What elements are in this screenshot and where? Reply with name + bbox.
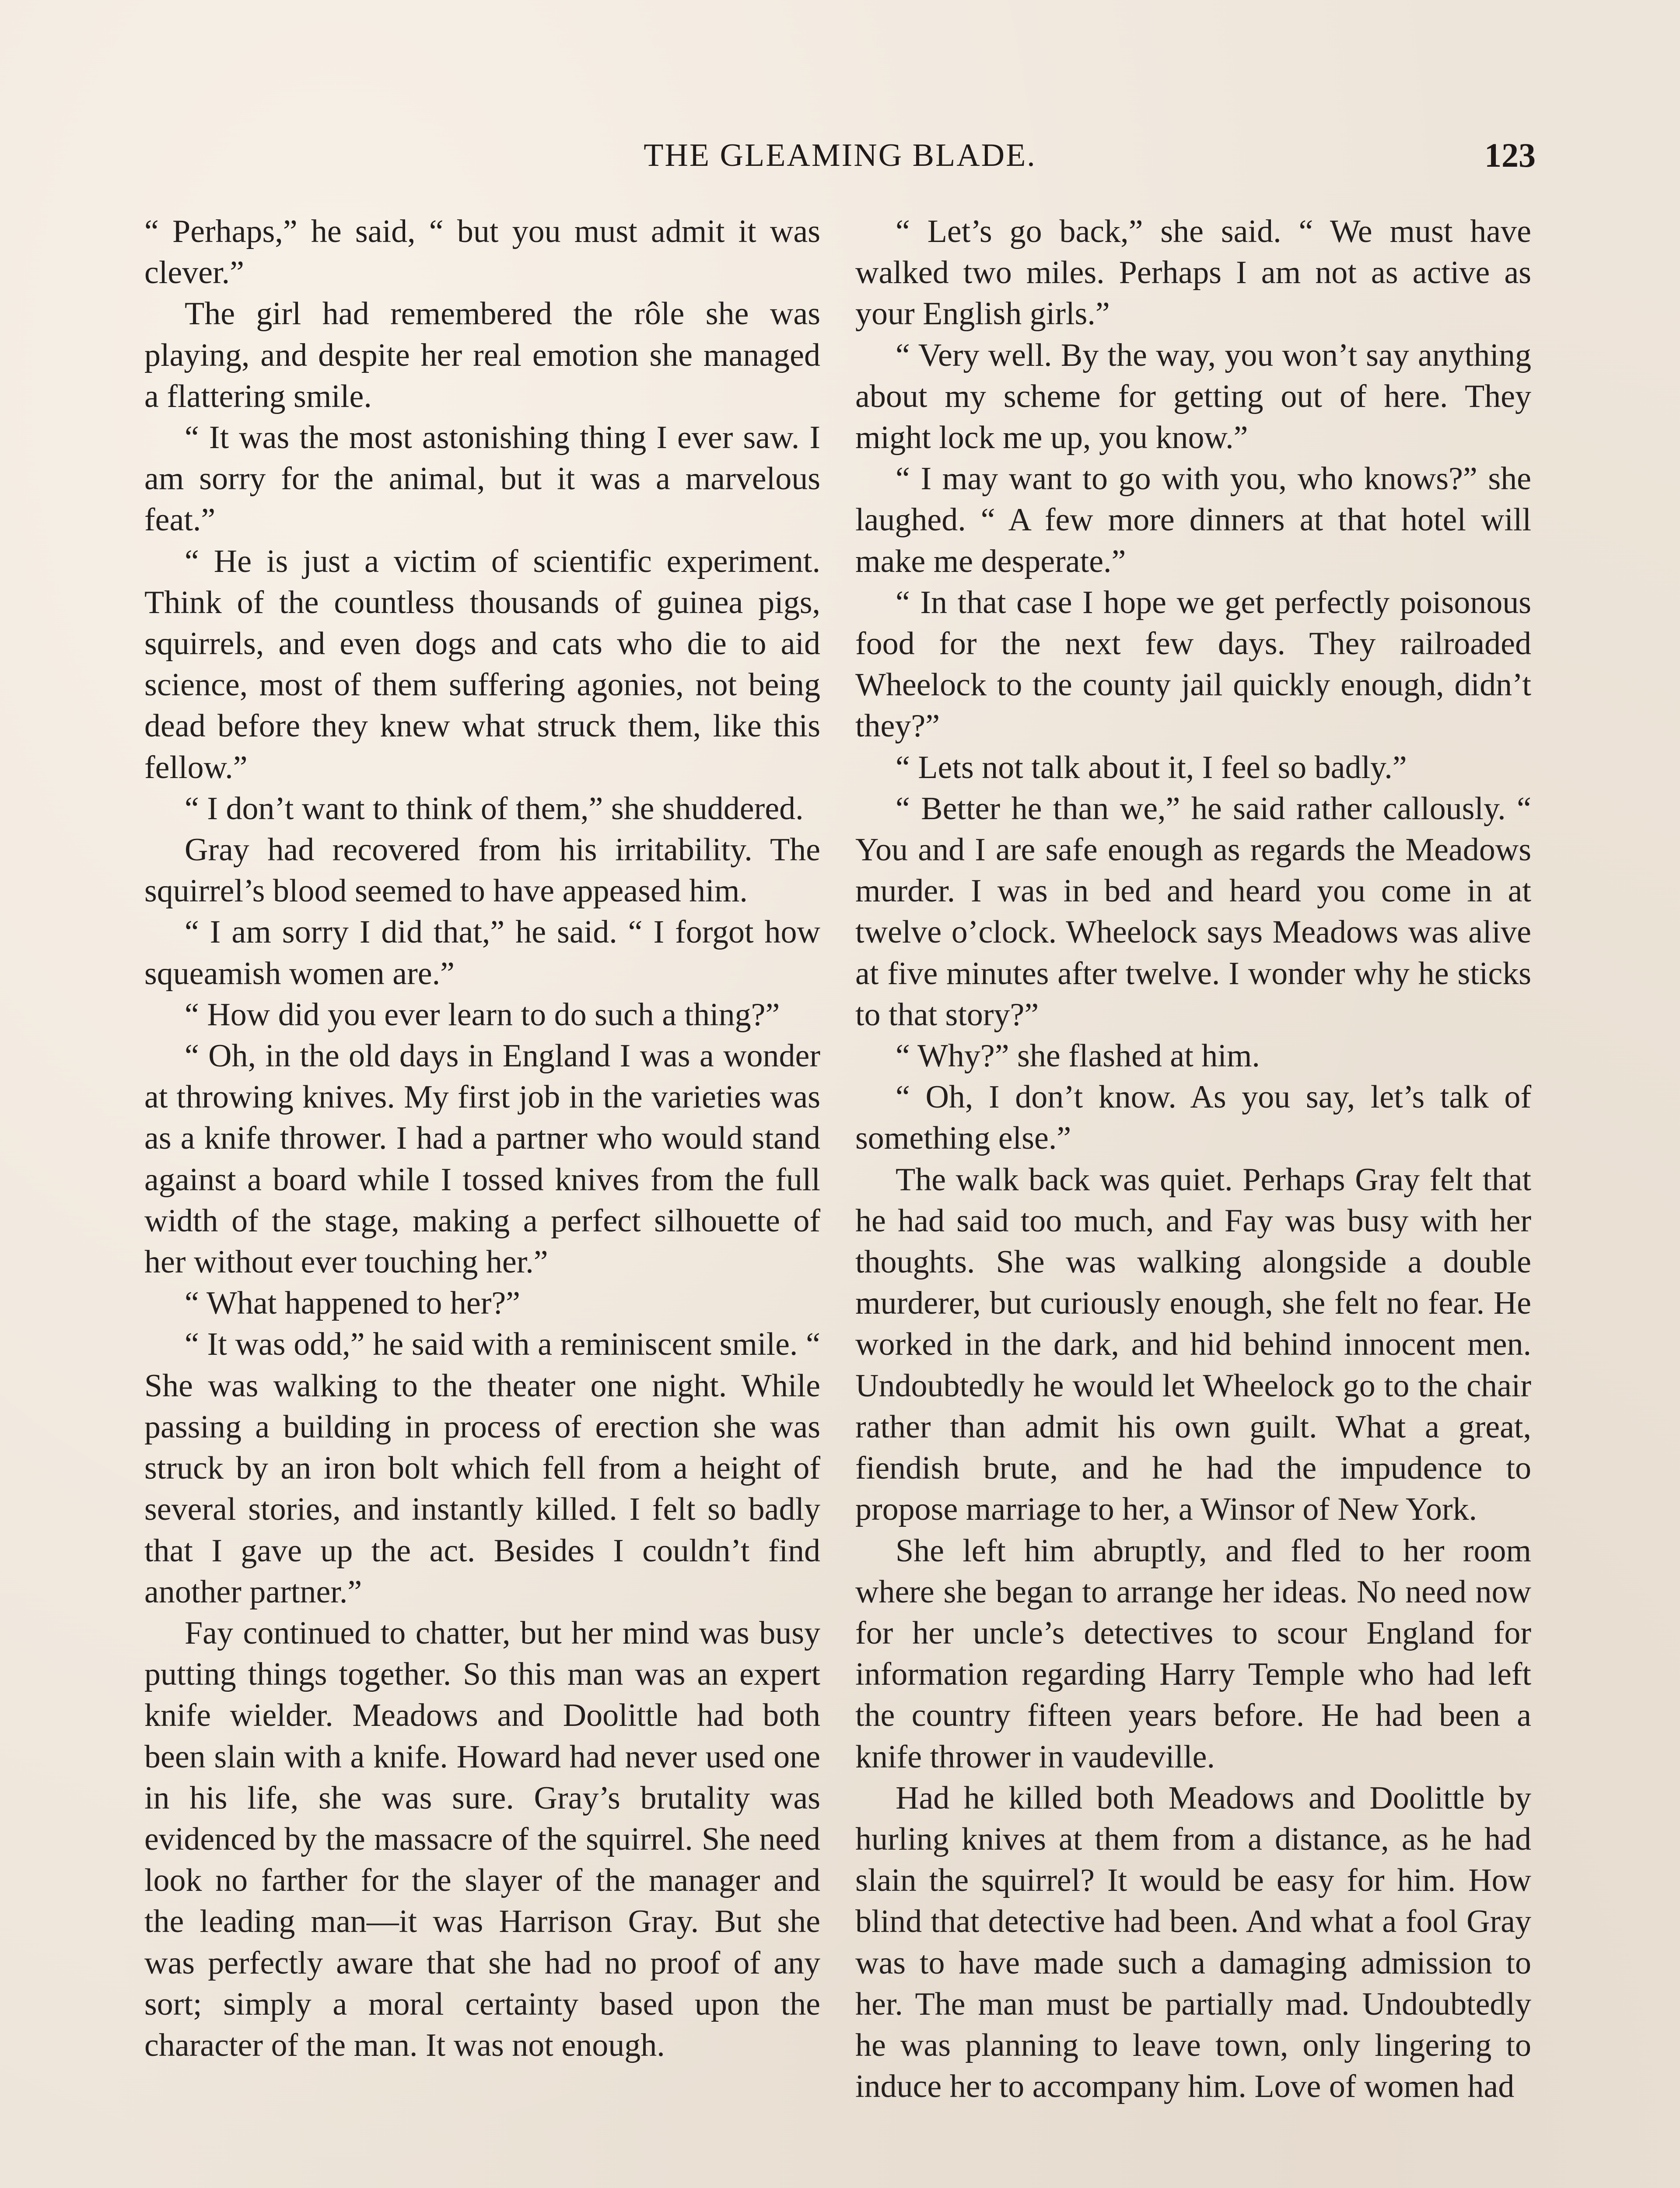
paragraph: “ It was odd,” he said with a reminiscent smile. “ She was walking to the theater one night. While passing a building in process of erection she was struck by an iron bolt which fell from a height of several stories, and instantly killed. I felt so badly that I gave up the act. Besides I couldn’t find another partner.” xyxy=(144,1326,820,1610)
paragraph: Fay continued to chatter, but her mind was busy putting things together. So this man was an expert knife wielder. Meadows and Doolittle had both been slain with a knife. Howard had never used one in his life, she was sure. Gray’s brutality was evidenced by the massacre of the squirrel. She need look no farther for the slayer of the manager and the leading man—it was Harrison Gray. But she was perfectly aware that she had no proof of any sort; simply a moral certainty based upon the character of the man. It was not enough. xyxy=(144,1615,820,2063)
running-title: THE GLEAMING BLADE. xyxy=(644,137,1036,173)
page-number: 123 xyxy=(1484,136,1536,174)
paragraph: “ I am sorry I did that,” he said. “ I forgot how squeamish women are.” xyxy=(144,914,820,992)
paragraph: “ I may want to go with you, who knows?” she laughed. “ A few more dinners at that hotel will make me desperate.” xyxy=(855,461,1531,579)
paragraph: “ Better he than we,” he said rather callously. “ You and I are safe enough as regards the Meadows murder. I was in bed and heard you come in at twelve o’clock. Wheelock says Meadows was alive at five minutes after twelve. I wonder why he sticks to that story?” xyxy=(855,790,1531,1033)
paragraph: “ Lets not talk about it, I feel so badly.” xyxy=(896,749,1407,785)
paragraph: Gray had recovered from his irritability. The squirrel’s blood seemed to have appeased him. xyxy=(144,832,820,909)
right-column xyxy=(855,211,1531,2107)
paragraph: “ Why?” she flashed at him. xyxy=(896,1038,1260,1074)
paragraph: “ In that case I hope we get perfectly poisonous food for the next few days. They railroaded Wheelock to the county jail quickly enough, didn’t they?” xyxy=(855,584,1531,744)
paragraph: The girl had remembered the rôle she was playing, and despite her real emotion she managed a flattering smile. xyxy=(144,296,820,414)
paragraph: “ It was the most astonishing thing I ever saw. I am sorry for the animal, but it was a marvelous feat.” xyxy=(144,420,820,538)
paragraph: “ He is just a victim of scientific experiment. Think of the countless thousands of guinea pigs, squirrels, and even dogs and cats who die to aid science, most of them suffering agonies, not being dead before they knew what struck them, like this fellow.” xyxy=(144,543,820,785)
paragraph: “ How did you ever learn to do such a thing?” xyxy=(185,996,780,1033)
paragraph: The walk back was quiet. Perhaps Gray felt that he had said too much, and Fay was busy with her thoughts. She was walking alongside a double murderer, but curiously enough, she felt no fear. He worked in the dark, and hid behind innocent men. Undoubtedly he would let Wheelock go to the chair rather than admit his own guilt. What a great, fiendish brute, and he had the impudence to propose marriage to her, a Winsor of New York. xyxy=(855,1161,1531,1528)
paragraph: “ Let’s go back,” she said. “ We must have walked two miles. Perhaps I am not as active as your English girls.” xyxy=(855,214,1531,332)
paragraph: “ Oh, in the old days in England I was a wonder at throwing knives. My first job in the varieties was as a knife thrower. I had a partner who would stand against a board while I tossed knives from the full width of the stage, making a perfect silhouette of her without ever touching her.” xyxy=(144,1038,820,1280)
paragraph: “ Perhaps,” he said, “ but you must admit it was clever.” xyxy=(144,214,820,291)
paragraph: She left him abruptly, and fled to her room where she began to arrange her ideas. No need now for her uncle’s detectives to scour England for information regarding Harry Temple who had left the country fifteen years before. He had been a knife thrower in vaudeville. xyxy=(855,1532,1531,1775)
paragraph: Had he killed both Meadows and Doolittle by hurling knives at them from a distance, as he had slain the squirrel? It would be easy for him. How blind that detective had been. And what a fool Gray was to have made such a damaging admission to her. The man must be partially mad. Undoubtedly he was planning to leave town, only lingering to induce her to accompany him. Love of women had xyxy=(855,1780,1531,2105)
paragraph: “ Oh, I don’t know. As you say, let’s talk of something else.” xyxy=(855,1079,1531,1157)
left-column xyxy=(144,211,820,2066)
running-header xyxy=(0,131,1680,179)
paragraph: “ Very well. By the way, you won’t say anything about my scheme for getting out of here. They might lock me up, you know.” xyxy=(855,337,1531,456)
paragraph: “ What happened to her?” xyxy=(185,1285,521,1322)
paragraph: “ I don’t want to think of them,” she shuddered. xyxy=(185,790,804,827)
